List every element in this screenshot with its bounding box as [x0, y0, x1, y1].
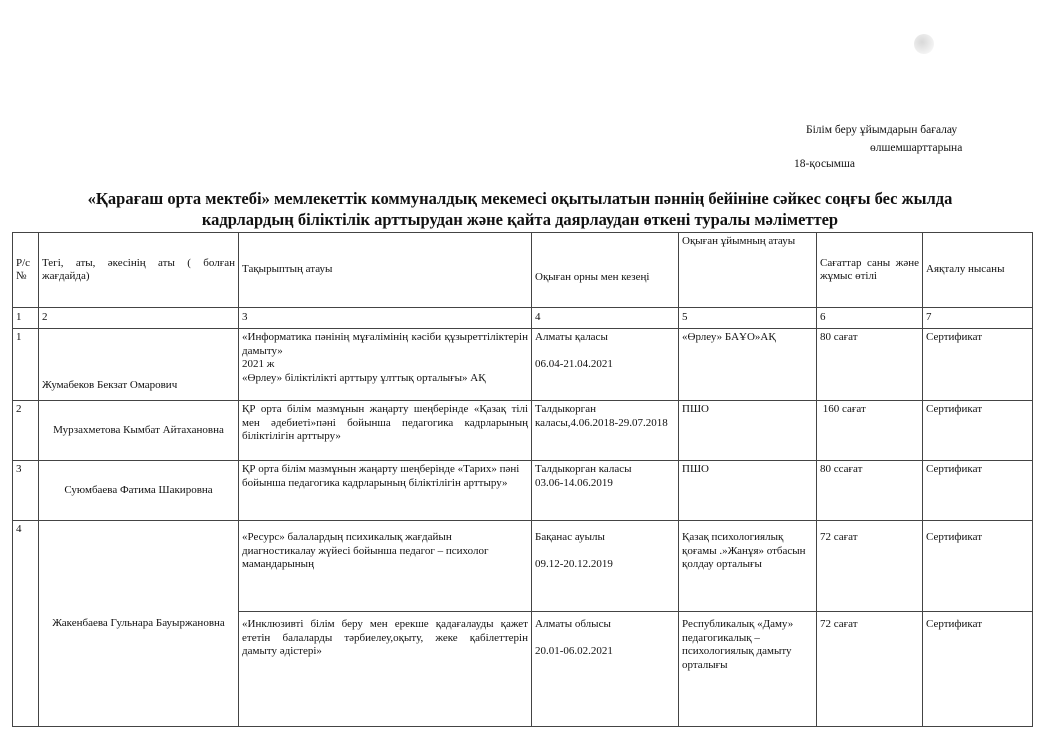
col-number: 3 — [239, 308, 532, 329]
teacher-name: Жумабеков Бекзат Омарович — [39, 329, 239, 401]
teacher-name: Суюмбаева Фатима Шакировна — [39, 461, 239, 521]
row-number: 1 — [13, 329, 39, 401]
teacher-name: Мурзахметова Кымбат Айтахановна — [39, 401, 239, 461]
course-topic: «Информатика пәнінің мұғалімінің кәсіби құзыреттіліктерін дамыту» 2021 ж «Өрлеу» біліктілікті арттыру ұлттық орталығы» АҚ — [239, 329, 532, 401]
table-row — [13, 521, 1033, 612]
header-doc: Аяқталу нысаны — [923, 233, 1033, 308]
header-no: Р/с № — [13, 233, 39, 308]
completion-form: Сертификат — [923, 461, 1033, 521]
col-number: 2 — [39, 308, 239, 329]
col-number: 1 — [13, 308, 39, 329]
col-number: 5 — [679, 308, 817, 329]
table-row — [13, 329, 1033, 401]
row-number: 2 — [13, 401, 39, 461]
course-place-period: Алматы қаласы 06.04-21.04.2021 — [532, 329, 679, 401]
table-row — [13, 461, 1033, 521]
course-hours: 80 ссағат — [817, 461, 923, 521]
course-hours: 80 сағат — [817, 329, 923, 401]
col-number: 6 — [817, 308, 923, 329]
annex-line-2: өлшемшарттарына — [870, 142, 963, 154]
course-topic: ҚР орта білім мазмұнын жаңарту шеңберінде «Қазақ тілі мен әдебиеті»пәні бойынша педагогика кадрларының біліктілігін арттыру» — [239, 401, 532, 461]
course-topic: ҚР орта білім мазмұнын жаңарту шеңберінде «Тарих» пәні бойынша педагогика кадрларының біліктілігін арттыру» — [239, 461, 532, 521]
title-line-2: кадрлардың біліктілік арттырудан және қайта даярлаудан өткені туралы мәліметтер — [201, 210, 839, 229]
scan-spot — [914, 34, 934, 54]
completion-form: Сертификат — [923, 612, 1033, 727]
table-row — [13, 401, 1033, 461]
header-place: Оқыған орны мен кезеңі — [532, 233, 679, 308]
training-table — [12, 232, 1033, 727]
header-topic: Тақырыптың атауы — [239, 233, 532, 308]
course-hours: 72 сағат — [817, 612, 923, 727]
teacher-name: Жакенбаева Гульнара Бауыржановна — [39, 521, 239, 727]
course-organization: Республикалық «Даму» педагогикалық – психологиялық дамыту орталығы — [679, 612, 817, 727]
course-organization: «Өрлеу» БАҰО»АҚ — [679, 329, 817, 401]
course-organization: Қазақ психологиялық қоғамы .»Жанұя» отбасын қолдау орталығы — [679, 521, 817, 612]
row-number: 4 — [13, 521, 39, 727]
course-hours: 72 сағат — [817, 521, 923, 612]
annex-line-1: Білім беру ұйымдарын бағалау — [806, 124, 958, 136]
course-organization: ПШО — [679, 401, 817, 461]
header-row — [13, 233, 1033, 308]
course-topic: «Инклюзивті білім беру мен ерекше қадағалауды қажет ететін балаларды тәрбиелеу,оқыту, жеке қабілеттерін дамыту әдістері» — [239, 612, 532, 727]
course-topic: «Ресурс» балалардың психикалық жағдайын диагностикалау жүйесі бойынша педагог – психолог мамандарының — [239, 521, 532, 612]
course-hours: 160 сағат — [817, 401, 923, 461]
course-place-period: Талдыкорган каласы 03.06-14.06.2019 — [532, 461, 679, 521]
header-org: Оқыған ұйымның атауы — [679, 233, 817, 308]
annex-line-3: 18-қосымша — [794, 158, 856, 170]
course-place-period: Алматы облысы 20.01-06.02.2021 — [532, 612, 679, 727]
col-number: 4 — [532, 308, 679, 329]
header-name: Тегі, аты, әкесінің аты ( болған жағдайда) — [39, 233, 239, 308]
course-organization: ПШО — [679, 461, 817, 521]
course-place-period: Талдыкорган каласы,4.06.2018-29.07.2018 — [532, 401, 679, 461]
title-line-1: «Қарағаш орта мектебі» мемлекеттік коммуналдық мекемесі оқытылатын пәннің бейініне сәйкес соңғы бес жылда — [87, 189, 953, 208]
completion-form: Сертификат — [923, 401, 1033, 461]
row-number: 3 — [13, 461, 39, 521]
completion-form: Сертификат — [923, 329, 1033, 401]
completion-form: Сертификат — [923, 521, 1033, 612]
column-number-row — [13, 308, 1033, 329]
header-hours: Сағаттар саны және жұмыс өтілі — [817, 233, 923, 308]
col-number: 7 — [923, 308, 1033, 329]
document-title — [40, 188, 1000, 230]
course-place-period: Бақанас ауылы 09.12-20.12.2019 — [532, 521, 679, 612]
